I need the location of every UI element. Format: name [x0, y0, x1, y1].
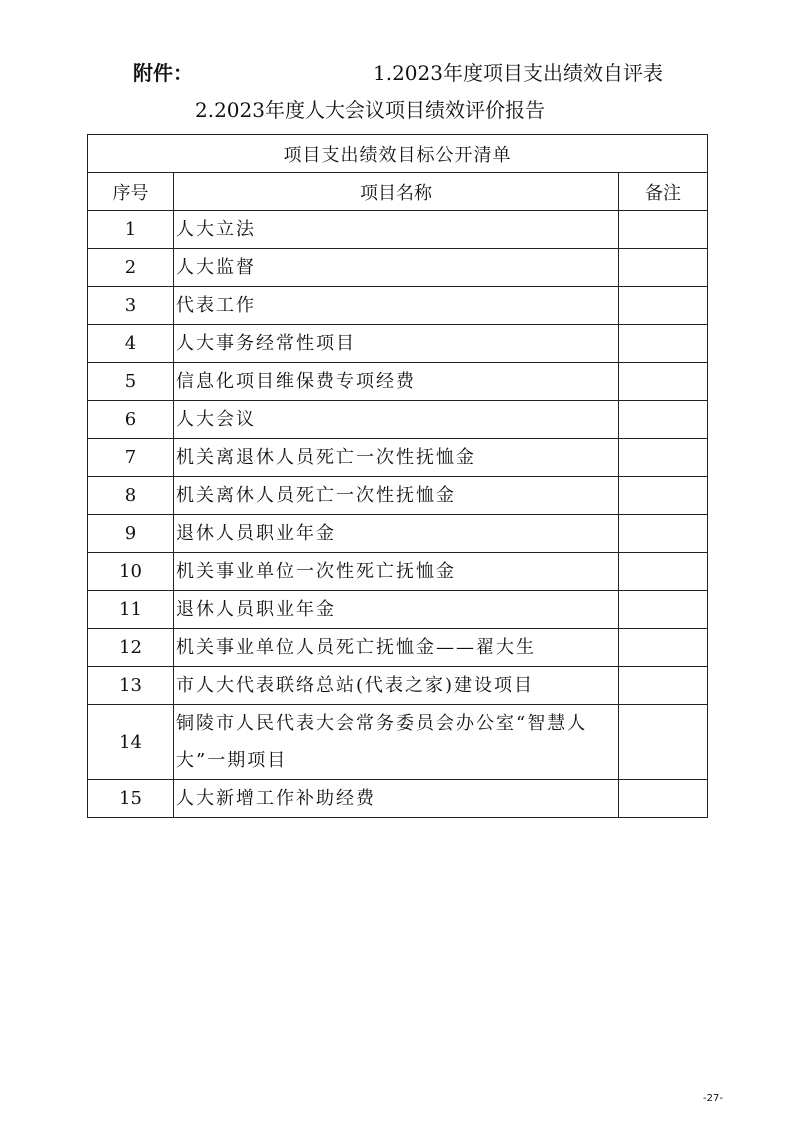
note-cell [619, 553, 708, 591]
note-cell [619, 667, 708, 705]
row-number: 1 [88, 211, 174, 249]
row-number: 4 [88, 325, 174, 363]
attachment-item-2: 2.2023年度人大会议项目绩效评价报告 [195, 98, 545, 122]
project-name: 机关事业单位人员死亡抚恤金——翟大生 [174, 629, 619, 667]
note-cell [619, 439, 708, 477]
row-number: 7 [88, 439, 174, 477]
table-row [88, 477, 708, 515]
row-number: 15 [88, 780, 174, 818]
project-name: 人大监督 [174, 249, 619, 287]
note-cell [619, 705, 708, 780]
row-number: 2 [88, 249, 174, 287]
table-row [88, 211, 708, 249]
project-list-table [87, 134, 708, 818]
table-row [88, 667, 708, 705]
row-number: 12 [88, 629, 174, 667]
note-cell [619, 211, 708, 249]
row-number: 9 [88, 515, 174, 553]
note-cell [619, 325, 708, 363]
row-number: 5 [88, 363, 174, 401]
project-name: 信息化项目维保费专项经费 [174, 363, 619, 401]
row-number: 14 [88, 705, 174, 780]
note-cell [619, 249, 708, 287]
note-cell [619, 477, 708, 515]
table-row [88, 591, 708, 629]
row-number: 6 [88, 401, 174, 439]
table-row [88, 780, 708, 818]
header-note: 备注 [619, 173, 708, 211]
project-name: 人大立法 [174, 211, 619, 249]
row-number: 3 [88, 287, 174, 325]
attachment-item-1: 1.2023年度项目支出绩效自评表 [373, 61, 663, 85]
page-number: -27- [703, 1093, 723, 1104]
table-row [88, 325, 708, 363]
project-name: 铜陵市人民代表大会常务委员会办公室“智慧人大”一期项目 [174, 705, 619, 780]
row-number: 11 [88, 591, 174, 629]
project-name: 机关离休人员死亡一次性抚恤金 [174, 477, 619, 515]
note-cell [619, 780, 708, 818]
table-title: 项目支出绩效目标公开清单 [88, 135, 708, 173]
note-cell [619, 515, 708, 553]
note-cell [619, 287, 708, 325]
header-name: 项目名称 [174, 173, 619, 211]
table-row [88, 705, 708, 780]
note-cell [619, 363, 708, 401]
header-no: 序号 [88, 173, 174, 211]
project-name: 机关离退休人员死亡一次性抚恤金 [174, 439, 619, 477]
row-number: 10 [88, 553, 174, 591]
table-row [88, 363, 708, 401]
project-name: 退休人员职业年金 [174, 591, 619, 629]
table-row [88, 439, 708, 477]
project-name: 退休人员职业年金 [174, 515, 619, 553]
table-row [88, 287, 708, 325]
project-name: 人大会议 [174, 401, 619, 439]
table-row [88, 249, 708, 287]
row-number: 8 [88, 477, 174, 515]
table-row [88, 629, 708, 667]
attachment-line-1 [133, 58, 663, 88]
table-row [88, 401, 708, 439]
table-row [88, 553, 708, 591]
note-cell [619, 401, 708, 439]
note-cell [619, 629, 708, 667]
project-name: 机关事业单位一次性死亡抚恤金 [174, 553, 619, 591]
project-name: 市人大代表联络总站(代表之家)建设项目 [174, 667, 619, 705]
project-name: 人大事务经常性项目 [174, 325, 619, 363]
project-name: 代表工作 [174, 287, 619, 325]
table-row [88, 515, 708, 553]
attachment-label: 附件： [133, 61, 193, 85]
note-cell [619, 591, 708, 629]
project-name: 人大新增工作补助经费 [174, 780, 619, 818]
row-number: 13 [88, 667, 174, 705]
